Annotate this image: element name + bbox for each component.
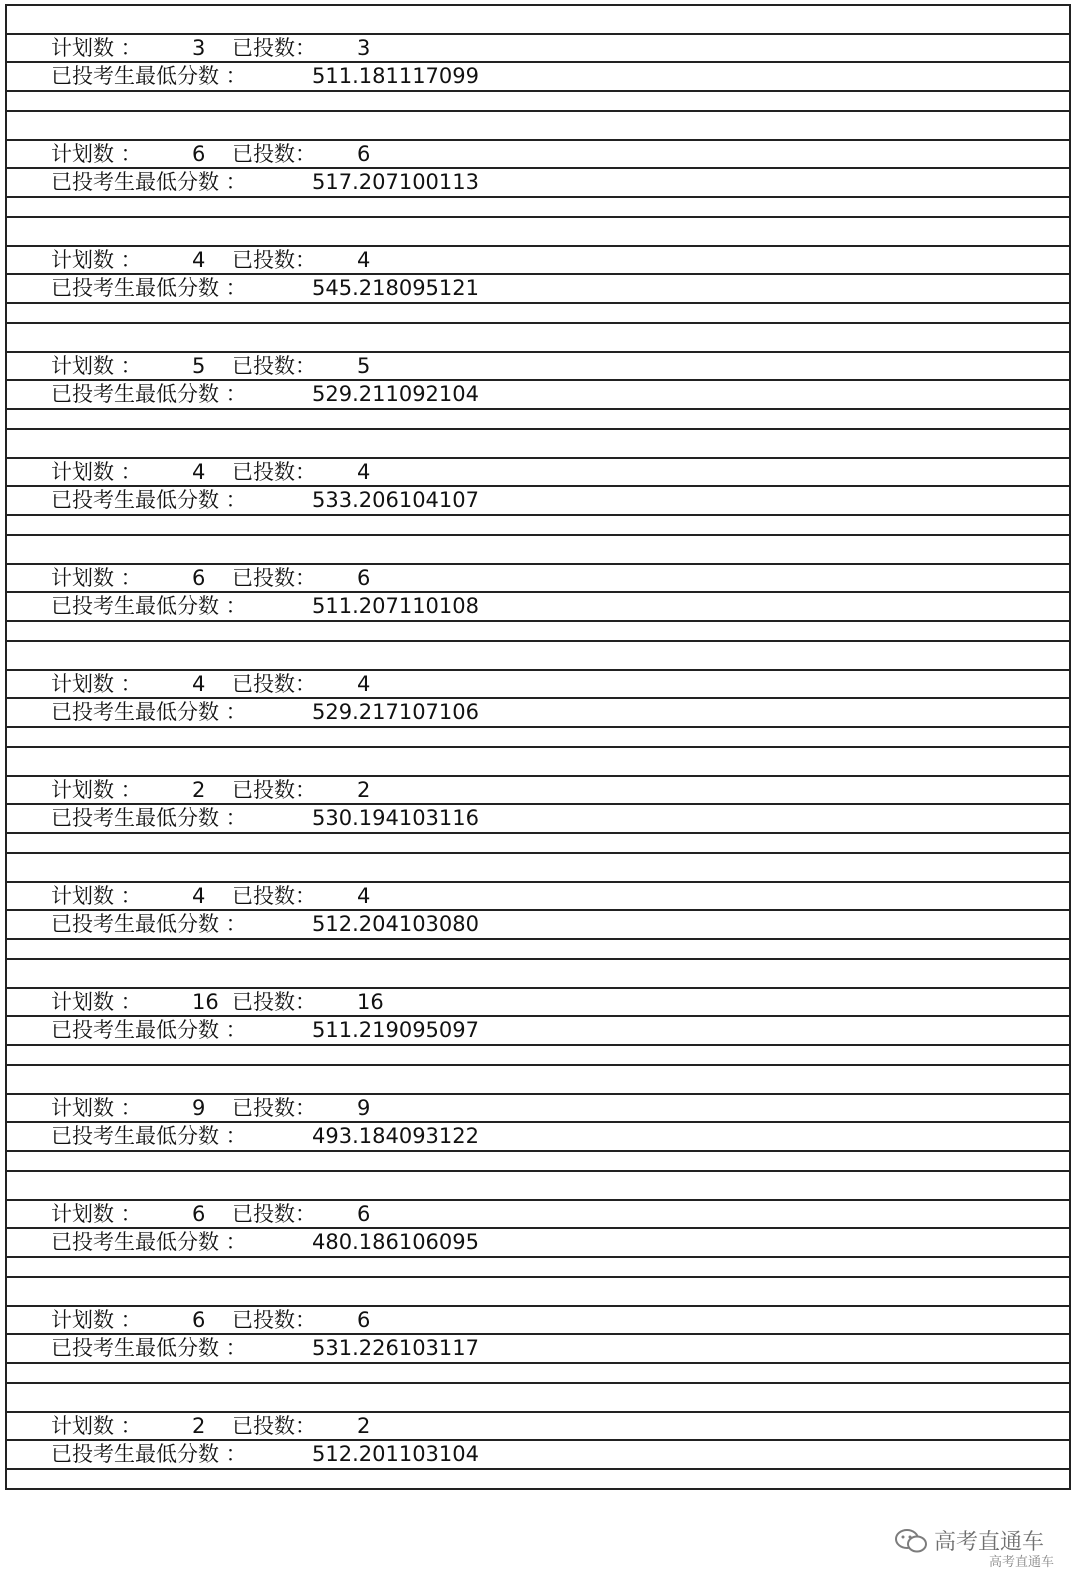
invested-label: 已投数： xyxy=(232,247,316,272)
plan-label: 计划数 ： xyxy=(51,1095,142,1120)
plan-label: 计划数 ： xyxy=(51,247,142,272)
score-row xyxy=(7,381,1069,410)
plan-value: 6 xyxy=(192,565,206,590)
min-score-value: 480.186106095 xyxy=(312,1230,480,1254)
invested-label: 已投数： xyxy=(232,353,316,378)
school-header-row xyxy=(7,324,1069,353)
plan-value: 2 xyxy=(192,1413,206,1438)
spacer-row xyxy=(7,1470,1069,1491)
school-header-row xyxy=(7,642,1069,671)
plan-value: 4 xyxy=(192,883,206,908)
invested-label: 已投数： xyxy=(232,1095,316,1120)
school-header-row xyxy=(7,1278,1069,1307)
min-score-value: 529.217107106 xyxy=(312,700,480,724)
invested-label: 已投数： xyxy=(232,565,316,590)
invested-label: 已投数： xyxy=(232,1201,316,1226)
score-row xyxy=(7,1335,1069,1364)
min-score-value: 512.201103104 xyxy=(312,1442,480,1466)
invested-value: 4 xyxy=(357,883,371,908)
invested-value: 5 xyxy=(357,353,371,378)
invested-value: 4 xyxy=(357,247,371,272)
min-score-value: 493.184093122 xyxy=(312,1124,480,1148)
plan-label: 计划数 ： xyxy=(51,671,142,696)
invested-value: 6 xyxy=(357,141,371,166)
school-header-row xyxy=(7,430,1069,459)
invested-label: 已投数： xyxy=(232,883,316,908)
spacer-row xyxy=(7,1258,1069,1279)
invested-value: 16 xyxy=(357,989,384,1014)
school-header-row xyxy=(7,112,1069,141)
score-row xyxy=(7,805,1069,834)
min-score-label: 已投考生最低分数 ： xyxy=(51,276,247,300)
invested-label: 已投数： xyxy=(232,459,316,484)
spacer-row xyxy=(7,1046,1069,1067)
score-row xyxy=(7,699,1069,728)
spacer-row xyxy=(7,940,1069,961)
score-row xyxy=(7,275,1069,304)
spacer-row xyxy=(7,834,1069,855)
min-score-value: 511.207110108 xyxy=(312,594,480,618)
min-score-label: 已投考生最低分数 ： xyxy=(51,700,247,724)
invested-value: 2 xyxy=(357,777,371,802)
plan-label: 计划数 ： xyxy=(51,35,142,60)
plan-row xyxy=(7,777,1069,806)
plan-label: 计划数 ： xyxy=(51,1201,142,1226)
plan-row xyxy=(7,671,1069,700)
min-score-value: 530.194103116 xyxy=(312,806,480,830)
invested-value: 4 xyxy=(357,459,371,484)
plan-row xyxy=(7,459,1069,488)
score-row xyxy=(7,169,1069,198)
plan-value: 5 xyxy=(192,353,206,378)
plan-value: 6 xyxy=(192,141,206,166)
score-row xyxy=(7,911,1069,940)
spacer-row xyxy=(7,1364,1069,1385)
plan-value: 4 xyxy=(192,247,206,272)
min-score-label: 已投考生最低分数 ： xyxy=(51,1124,247,1148)
min-score-label: 已投考生最低分数 ： xyxy=(51,594,247,618)
invested-label: 已投数： xyxy=(232,35,316,60)
spacer-row xyxy=(7,622,1069,643)
score-row xyxy=(7,487,1069,516)
plan-value: 6 xyxy=(192,1307,206,1332)
score-row xyxy=(7,1229,1069,1258)
min-score-value: 511.181117099 xyxy=(312,64,480,88)
min-score-value: 512.204103080 xyxy=(312,912,480,936)
invested-label: 已投数： xyxy=(232,989,316,1014)
spacer-row xyxy=(7,92,1069,113)
min-score-label: 已投考生最低分数 ： xyxy=(51,64,247,88)
school-header-row xyxy=(7,218,1069,247)
plan-label: 计划数 ： xyxy=(51,883,142,908)
invested-label: 已投数： xyxy=(232,671,316,696)
spacer-row xyxy=(7,728,1069,749)
plan-label: 计划数 ： xyxy=(51,353,142,378)
plan-row xyxy=(7,883,1069,912)
school-header-row xyxy=(7,6,1069,35)
watermark-sub-text: 高考直通车 xyxy=(988,1555,1054,1570)
plan-row xyxy=(7,565,1069,594)
invested-value: 9 xyxy=(357,1095,371,1120)
plan-label: 计划数 ： xyxy=(51,141,142,166)
min-score-value: 533.206104107 xyxy=(312,488,480,512)
school-header-row xyxy=(7,854,1069,883)
min-score-value: 531.226103117 xyxy=(312,1336,480,1360)
invested-value: 6 xyxy=(357,1201,371,1226)
plan-row xyxy=(7,35,1069,64)
invested-label: 已投数： xyxy=(232,777,316,802)
invested-value: 4 xyxy=(357,671,371,696)
min-score-label: 已投考生最低分数 ： xyxy=(51,382,247,406)
invested-value: 3 xyxy=(357,35,371,60)
invested-label: 已投数： xyxy=(232,141,316,166)
plan-value: 16 xyxy=(192,989,219,1014)
min-score-label: 已投考生最低分数 ： xyxy=(51,1442,247,1466)
school-header-row xyxy=(7,1384,1069,1413)
score-row xyxy=(7,593,1069,622)
plan-row xyxy=(7,1413,1069,1442)
plan-label: 计划数 ： xyxy=(51,777,142,802)
plan-value: 9 xyxy=(192,1095,206,1120)
plan-value: 4 xyxy=(192,671,206,696)
min-score-label: 已投考生最低分数 ： xyxy=(51,1230,247,1254)
plan-value: 6 xyxy=(192,1201,206,1226)
school-header-row xyxy=(7,748,1069,777)
plan-row xyxy=(7,141,1069,170)
school-header-row xyxy=(7,1172,1069,1201)
min-score-label: 已投考生最低分数 ： xyxy=(51,912,247,936)
min-score-label: 已投考生最低分数 ： xyxy=(51,170,247,194)
min-score-label: 已投考生最低分数 ： xyxy=(51,1018,247,1042)
invested-value: 6 xyxy=(357,565,371,590)
min-score-label: 已投考生最低分数 ： xyxy=(51,488,247,512)
spacer-row xyxy=(7,516,1069,537)
min-score-value: 529.211092104 xyxy=(312,382,480,406)
min-score-value: 517.207100113 xyxy=(312,170,480,194)
plan-row xyxy=(7,1095,1069,1124)
school-header-row xyxy=(7,536,1069,565)
plan-label: 计划数 ： xyxy=(51,459,142,484)
wechat-icon xyxy=(894,1527,928,1555)
plan-label: 计划数 ： xyxy=(51,989,142,1014)
spacer-row xyxy=(7,198,1069,219)
invested-value: 6 xyxy=(357,1307,371,1332)
school-header-row xyxy=(7,960,1069,989)
plan-row xyxy=(7,989,1069,1018)
min-score-value: 545.218095121 xyxy=(312,276,480,300)
score-row xyxy=(7,1017,1069,1046)
spacer-row xyxy=(7,304,1069,325)
plan-label: 计划数 ： xyxy=(51,565,142,590)
plan-row xyxy=(7,1307,1069,1336)
admission-table xyxy=(5,4,1071,1490)
plan-value: 4 xyxy=(192,459,206,484)
min-score-value: 511.219095097 xyxy=(312,1018,480,1042)
plan-value: 2 xyxy=(192,777,206,802)
min-score-label: 已投考生最低分数 ： xyxy=(51,806,247,830)
plan-row xyxy=(7,1201,1069,1230)
min-score-label: 已投考生最低分数 ： xyxy=(51,1336,247,1360)
invested-value: 2 xyxy=(357,1413,371,1438)
watermark-text: 高考直通车 xyxy=(933,1530,1044,1555)
plan-row xyxy=(7,247,1069,276)
invested-label: 已投数： xyxy=(232,1307,316,1332)
plan-label: 计划数 ： xyxy=(51,1413,142,1438)
score-row xyxy=(7,1441,1069,1470)
spacer-row xyxy=(7,1152,1069,1173)
plan-value: 3 xyxy=(192,35,206,60)
spacer-row xyxy=(7,410,1069,431)
plan-row xyxy=(7,353,1069,382)
score-row xyxy=(7,1123,1069,1152)
invested-label: 已投数： xyxy=(232,1413,316,1438)
plan-label: 计划数 ： xyxy=(51,1307,142,1332)
school-header-row xyxy=(7,1066,1069,1095)
score-row xyxy=(7,63,1069,92)
